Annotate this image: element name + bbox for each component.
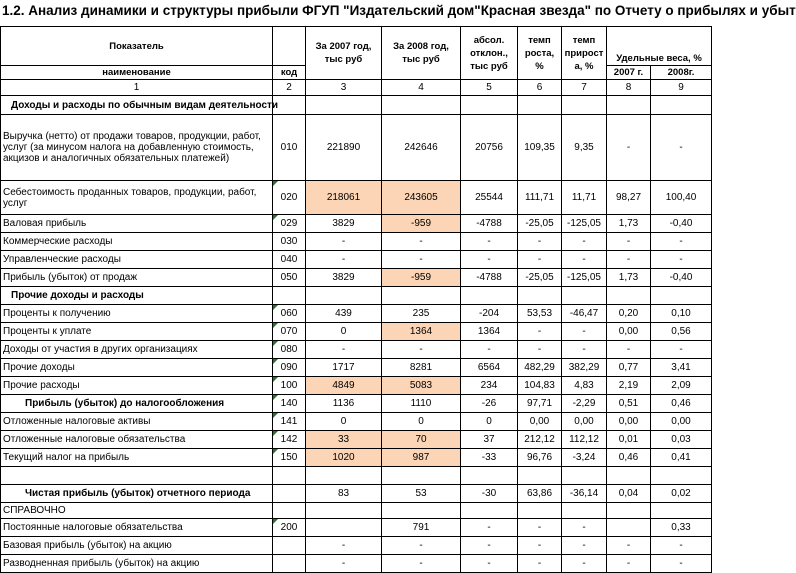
header-name: наименование bbox=[1, 66, 273, 80]
row-value-cell bbox=[273, 537, 306, 555]
row-value-cell: 100,40 bbox=[651, 181, 712, 215]
row-value-cell: 234 bbox=[461, 377, 518, 395]
header-share-2007: 2007 г. bbox=[607, 66, 651, 80]
row-value-cell bbox=[273, 503, 306, 519]
row-value-cell bbox=[562, 287, 607, 305]
row-name-cell: Постоянные налоговые обязательства bbox=[1, 519, 273, 537]
row-value-cell: 080 bbox=[273, 341, 306, 359]
row-value-cell: 8281 bbox=[382, 359, 461, 377]
row-value-cell: 142 bbox=[273, 431, 306, 449]
row-value-cell: 1,73 bbox=[607, 215, 651, 233]
col-num: 1 bbox=[1, 80, 273, 96]
row-value-cell bbox=[306, 467, 382, 485]
table-row bbox=[1, 305, 712, 323]
row-name-cell: Управленческие расходы bbox=[1, 251, 273, 269]
row-value-cell: - bbox=[306, 537, 382, 555]
row-value-cell: - bbox=[461, 555, 518, 573]
row-name-cell: Проценты к получению bbox=[1, 305, 273, 323]
header-indicator: Показатель bbox=[1, 27, 273, 66]
row-name-cell: Доходы от участия в других организациях bbox=[1, 341, 273, 359]
row-value-cell: -2,29 bbox=[562, 395, 607, 413]
col-num: 6 bbox=[518, 80, 562, 96]
row-value-cell: - bbox=[461, 519, 518, 537]
row-value-cell: 4849 bbox=[306, 377, 382, 395]
table-row bbox=[1, 555, 712, 573]
row-value-cell: - bbox=[518, 519, 562, 537]
table-row bbox=[1, 519, 712, 537]
row-value-cell bbox=[562, 503, 607, 519]
table-row bbox=[1, 377, 712, 395]
row-value-cell: 112,12 bbox=[562, 431, 607, 449]
row-value-cell: 141 bbox=[273, 413, 306, 431]
row-value-cell: 070 bbox=[273, 323, 306, 341]
table-row bbox=[1, 323, 712, 341]
row-value-cell: 11,71 bbox=[562, 181, 607, 215]
row-value-cell: -0,40 bbox=[651, 269, 712, 287]
row-value-cell bbox=[382, 503, 461, 519]
row-value-cell: -33 bbox=[461, 449, 518, 467]
col-num: 8 bbox=[607, 80, 651, 96]
row-value-cell bbox=[382, 287, 461, 305]
row-value-cell: 0,10 bbox=[651, 305, 712, 323]
row-value-cell bbox=[306, 519, 382, 537]
row-value-cell: -204 bbox=[461, 305, 518, 323]
row-value-cell: - bbox=[562, 519, 607, 537]
row-value-cell bbox=[562, 96, 607, 115]
row-value-cell: 0,77 bbox=[607, 359, 651, 377]
row-value-cell: 382,29 bbox=[562, 359, 607, 377]
row-value-cell: 218061 bbox=[306, 181, 382, 215]
row-value-cell: - bbox=[306, 251, 382, 269]
row-value-cell: 0 bbox=[306, 413, 382, 431]
row-value-cell: 060 bbox=[273, 305, 306, 323]
row-value-cell: 0,00 bbox=[607, 323, 651, 341]
row-value-cell bbox=[518, 96, 562, 115]
row-value-cell: 0,20 bbox=[607, 305, 651, 323]
row-value-cell: - bbox=[651, 341, 712, 359]
row-value-cell: - bbox=[306, 555, 382, 573]
row-value-cell: - bbox=[607, 115, 651, 181]
table-row bbox=[1, 485, 712, 503]
row-value-cell: 030 bbox=[273, 233, 306, 251]
table-row bbox=[1, 215, 712, 233]
row-value-cell: 987 bbox=[382, 449, 461, 467]
row-value-cell: 111,71 bbox=[518, 181, 562, 215]
row-name-cell: Выручка (нетто) от продажи товаров, продукции, работ, услуг (за минусом налога на добавленную стоимость, акцизов и аналогичных обязательных платежей) bbox=[1, 115, 273, 181]
row-value-cell: 1364 bbox=[382, 323, 461, 341]
row-value-cell: 83 bbox=[306, 485, 382, 503]
profit-analysis-table bbox=[0, 26, 712, 573]
row-value-cell bbox=[273, 555, 306, 573]
table-row bbox=[1, 359, 712, 377]
row-value-cell: 0,46 bbox=[651, 395, 712, 413]
row-value-cell: -25,05 bbox=[518, 215, 562, 233]
row-value-cell: 0 bbox=[306, 323, 382, 341]
row-name-cell: Себестоимость проданных товаров, продукции, работ, услуг bbox=[1, 181, 273, 215]
row-value-cell: 0,00 bbox=[562, 413, 607, 431]
row-value-cell: -125,05 bbox=[562, 215, 607, 233]
row-value-cell: 0,02 bbox=[651, 485, 712, 503]
row-value-cell bbox=[607, 503, 651, 519]
row-value-cell: 53,53 bbox=[518, 305, 562, 323]
row-value-cell: 235 bbox=[382, 305, 461, 323]
row-value-cell: 482,29 bbox=[518, 359, 562, 377]
row-name-cell: Прибыль (убыток) до налогообложения bbox=[1, 395, 273, 413]
row-value-cell: 97,71 bbox=[518, 395, 562, 413]
table-row bbox=[1, 96, 712, 115]
row-value-cell: 3829 bbox=[306, 215, 382, 233]
row-value-cell: 1717 bbox=[306, 359, 382, 377]
table-row bbox=[1, 431, 712, 449]
page-title: 1.2. Анализ динамики и структуры прибыли ФГУП "Издательский дом"Красная звезда" по Отчету о прибылях и убыт bbox=[2, 3, 796, 18]
table-row bbox=[1, 341, 712, 359]
table-row bbox=[1, 115, 712, 181]
row-value-cell: 53 bbox=[382, 485, 461, 503]
row-value-cell: 100 bbox=[273, 377, 306, 395]
row-value-cell: 0,56 bbox=[651, 323, 712, 341]
row-value-cell: - bbox=[518, 537, 562, 555]
row-value-cell: - bbox=[651, 537, 712, 555]
row-value-cell bbox=[518, 503, 562, 519]
table-row bbox=[1, 503, 712, 519]
row-value-cell: - bbox=[607, 341, 651, 359]
row-value-cell: - bbox=[651, 555, 712, 573]
row-value-cell: 050 bbox=[273, 269, 306, 287]
row-value-cell: 6564 bbox=[461, 359, 518, 377]
row-value-cell: 9,35 bbox=[562, 115, 607, 181]
row-value-cell bbox=[306, 503, 382, 519]
header-abs: абсол. отклон., тыс руб bbox=[461, 27, 518, 80]
row-value-cell: - bbox=[607, 555, 651, 573]
row-value-cell: -26 bbox=[461, 395, 518, 413]
row-value-cell: - bbox=[651, 115, 712, 181]
row-value-cell: -0,40 bbox=[651, 215, 712, 233]
row-value-cell: 98,27 bbox=[607, 181, 651, 215]
row-value-cell bbox=[651, 287, 712, 305]
row-name-cell: Доходы и расходы по обычным видам деятельности bbox=[1, 96, 273, 115]
row-value-cell: -46,47 bbox=[562, 305, 607, 323]
row-value-cell: - bbox=[461, 233, 518, 251]
row-value-cell: - bbox=[562, 233, 607, 251]
row-value-cell: -25,05 bbox=[518, 269, 562, 287]
row-value-cell: - bbox=[518, 323, 562, 341]
row-value-cell: - bbox=[651, 233, 712, 251]
row-value-cell: -4788 bbox=[461, 269, 518, 287]
row-value-cell bbox=[607, 467, 651, 485]
row-value-cell: 1110 bbox=[382, 395, 461, 413]
row-value-cell bbox=[518, 467, 562, 485]
row-value-cell: 0,04 bbox=[607, 485, 651, 503]
row-value-cell bbox=[461, 467, 518, 485]
row-value-cell: 25544 bbox=[461, 181, 518, 215]
row-value-cell: - bbox=[607, 233, 651, 251]
header-share: Удельные веса, % bbox=[607, 27, 712, 66]
row-value-cell: 221890 bbox=[306, 115, 382, 181]
row-value-cell: 1136 bbox=[306, 395, 382, 413]
row-value-cell: 2,09 bbox=[651, 377, 712, 395]
row-value-cell: 010 bbox=[273, 115, 306, 181]
header-increase: темп прирост а, % bbox=[562, 27, 607, 80]
col-num: 5 bbox=[461, 80, 518, 96]
row-value-cell: - bbox=[562, 555, 607, 573]
col-num: 3 bbox=[306, 80, 382, 96]
row-name-cell: Отложенные налоговые обязательства bbox=[1, 431, 273, 449]
row-value-cell: 2,19 bbox=[607, 377, 651, 395]
row-value-cell: 200 bbox=[273, 519, 306, 537]
row-value-cell: 0 bbox=[382, 413, 461, 431]
row-name-cell: СПРАВОЧНО bbox=[1, 503, 273, 519]
row-value-cell: 3829 bbox=[306, 269, 382, 287]
row-value-cell: - bbox=[382, 537, 461, 555]
row-value-cell: 5083 bbox=[382, 377, 461, 395]
header-share-2008: 2008г. bbox=[651, 66, 712, 80]
table-row bbox=[1, 233, 712, 251]
row-value-cell bbox=[518, 287, 562, 305]
row-value-cell: -36,14 bbox=[562, 485, 607, 503]
row-value-cell bbox=[273, 485, 306, 503]
row-value-cell: -959 bbox=[382, 269, 461, 287]
table-row bbox=[1, 181, 712, 215]
table-row bbox=[1, 467, 712, 485]
row-name-cell: Отложенные налоговые активы bbox=[1, 413, 273, 431]
header-growth: темп роста, % bbox=[518, 27, 562, 80]
row-value-cell: 0,00 bbox=[651, 413, 712, 431]
row-value-cell: 0 bbox=[461, 413, 518, 431]
row-value-cell: 0,01 bbox=[607, 431, 651, 449]
table-row bbox=[1, 287, 712, 305]
column-number-row bbox=[1, 80, 712, 96]
row-name-cell: Прочие доходы bbox=[1, 359, 273, 377]
table-row bbox=[1, 251, 712, 269]
row-value-cell bbox=[306, 96, 382, 115]
row-value-cell bbox=[562, 467, 607, 485]
row-value-cell: -125,05 bbox=[562, 269, 607, 287]
col-num: 4 bbox=[382, 80, 461, 96]
row-value-cell: - bbox=[607, 251, 651, 269]
row-value-cell bbox=[607, 96, 651, 115]
row-value-cell: - bbox=[518, 555, 562, 573]
row-value-cell: 029 bbox=[273, 215, 306, 233]
row-value-cell: 33 bbox=[306, 431, 382, 449]
row-value-cell: 791 bbox=[382, 519, 461, 537]
row-value-cell bbox=[273, 467, 306, 485]
row-name-cell: Прибыль (убыток) от продаж bbox=[1, 269, 273, 287]
row-value-cell: - bbox=[518, 233, 562, 251]
row-value-cell: - bbox=[306, 233, 382, 251]
row-value-cell: -4788 bbox=[461, 215, 518, 233]
row-value-cell: 242646 bbox=[382, 115, 461, 181]
row-value-cell: 1364 bbox=[461, 323, 518, 341]
row-value-cell: - bbox=[461, 537, 518, 555]
row-value-cell: 1,73 bbox=[607, 269, 651, 287]
row-value-cell bbox=[461, 96, 518, 115]
row-value-cell: 0,51 bbox=[607, 395, 651, 413]
col-num: 2 bbox=[273, 80, 306, 96]
row-value-cell: 212,12 bbox=[518, 431, 562, 449]
row-name-cell: Прочие расходы bbox=[1, 377, 273, 395]
table-row bbox=[1, 449, 712, 467]
row-value-cell: 0,00 bbox=[518, 413, 562, 431]
row-value-cell: -959 bbox=[382, 215, 461, 233]
row-value-cell: -3,24 bbox=[562, 449, 607, 467]
row-value-cell: 439 bbox=[306, 305, 382, 323]
row-value-cell bbox=[306, 287, 382, 305]
row-value-cell: 0,46 bbox=[607, 449, 651, 467]
row-name-cell: Текущий налог на прибыль bbox=[1, 449, 273, 467]
row-value-cell: - bbox=[651, 251, 712, 269]
row-value-cell: 63,86 bbox=[518, 485, 562, 503]
row-value-cell: - bbox=[518, 341, 562, 359]
row-name-cell: Валовая прибыль bbox=[1, 215, 273, 233]
header-2007: За 2007 год, тыс руб bbox=[306, 27, 382, 80]
row-value-cell: - bbox=[382, 555, 461, 573]
row-value-cell: - bbox=[562, 251, 607, 269]
row-value-cell: 37 bbox=[461, 431, 518, 449]
row-value-cell: -30 bbox=[461, 485, 518, 503]
row-value-cell: 109,35 bbox=[518, 115, 562, 181]
row-value-cell bbox=[273, 287, 306, 305]
row-name-cell: Разводненная прибыль (убыток) на акцию bbox=[1, 555, 273, 573]
row-value-cell: - bbox=[562, 341, 607, 359]
row-value-cell bbox=[461, 503, 518, 519]
row-value-cell: - bbox=[382, 233, 461, 251]
row-value-cell: 150 bbox=[273, 449, 306, 467]
row-value-cell: 0,41 bbox=[651, 449, 712, 467]
row-value-cell: 20756 bbox=[461, 115, 518, 181]
row-value-cell bbox=[607, 519, 651, 537]
col-num: 7 bbox=[562, 80, 607, 96]
row-value-cell: 140 bbox=[273, 395, 306, 413]
row-name-cell: Прочие доходы и расходы bbox=[1, 287, 273, 305]
row-value-cell: 020 bbox=[273, 181, 306, 215]
row-value-cell: - bbox=[518, 251, 562, 269]
row-value-cell: 96,76 bbox=[518, 449, 562, 467]
row-value-cell bbox=[607, 287, 651, 305]
row-value-cell: 0,03 bbox=[651, 431, 712, 449]
row-name-cell: Проценты к уплате bbox=[1, 323, 273, 341]
row-value-cell bbox=[651, 503, 712, 519]
row-value-cell: 040 bbox=[273, 251, 306, 269]
row-value-cell: - bbox=[607, 537, 651, 555]
row-value-cell bbox=[461, 287, 518, 305]
row-value-cell: - bbox=[306, 341, 382, 359]
row-name-cell bbox=[1, 467, 273, 485]
header-code: код bbox=[273, 66, 306, 80]
row-name-cell: Коммерческие расходы bbox=[1, 233, 273, 251]
header-2008: За 2008 год, тыс руб bbox=[382, 27, 461, 80]
row-value-cell: - bbox=[461, 251, 518, 269]
row-value-cell: 70 bbox=[382, 431, 461, 449]
row-value-cell bbox=[382, 96, 461, 115]
header-empty bbox=[273, 27, 306, 66]
row-value-cell bbox=[651, 467, 712, 485]
row-value-cell: 3,41 bbox=[651, 359, 712, 377]
table-row bbox=[1, 395, 712, 413]
row-value-cell: 1020 bbox=[306, 449, 382, 467]
row-value-cell: 4,83 bbox=[562, 377, 607, 395]
row-value-cell: - bbox=[461, 341, 518, 359]
table-row bbox=[1, 413, 712, 431]
row-value-cell: 104,83 bbox=[518, 377, 562, 395]
row-value-cell: - bbox=[382, 341, 461, 359]
row-name-cell: Базовая прибыль (убыток) на акцию bbox=[1, 537, 273, 555]
row-value-cell: 243605 bbox=[382, 181, 461, 215]
row-value-cell: - bbox=[562, 323, 607, 341]
row-value-cell: 090 bbox=[273, 359, 306, 377]
table-row bbox=[1, 269, 712, 287]
table-row bbox=[1, 537, 712, 555]
row-value-cell bbox=[651, 96, 712, 115]
row-value-cell bbox=[382, 467, 461, 485]
col-num: 9 bbox=[651, 80, 712, 96]
row-value-cell: 0,33 bbox=[651, 519, 712, 537]
row-value-cell: - bbox=[562, 537, 607, 555]
row-value-cell: - bbox=[382, 251, 461, 269]
row-value-cell: 0,00 bbox=[607, 413, 651, 431]
row-name-cell: Чистая прибыль (убыток) отчетного периода bbox=[1, 485, 273, 503]
